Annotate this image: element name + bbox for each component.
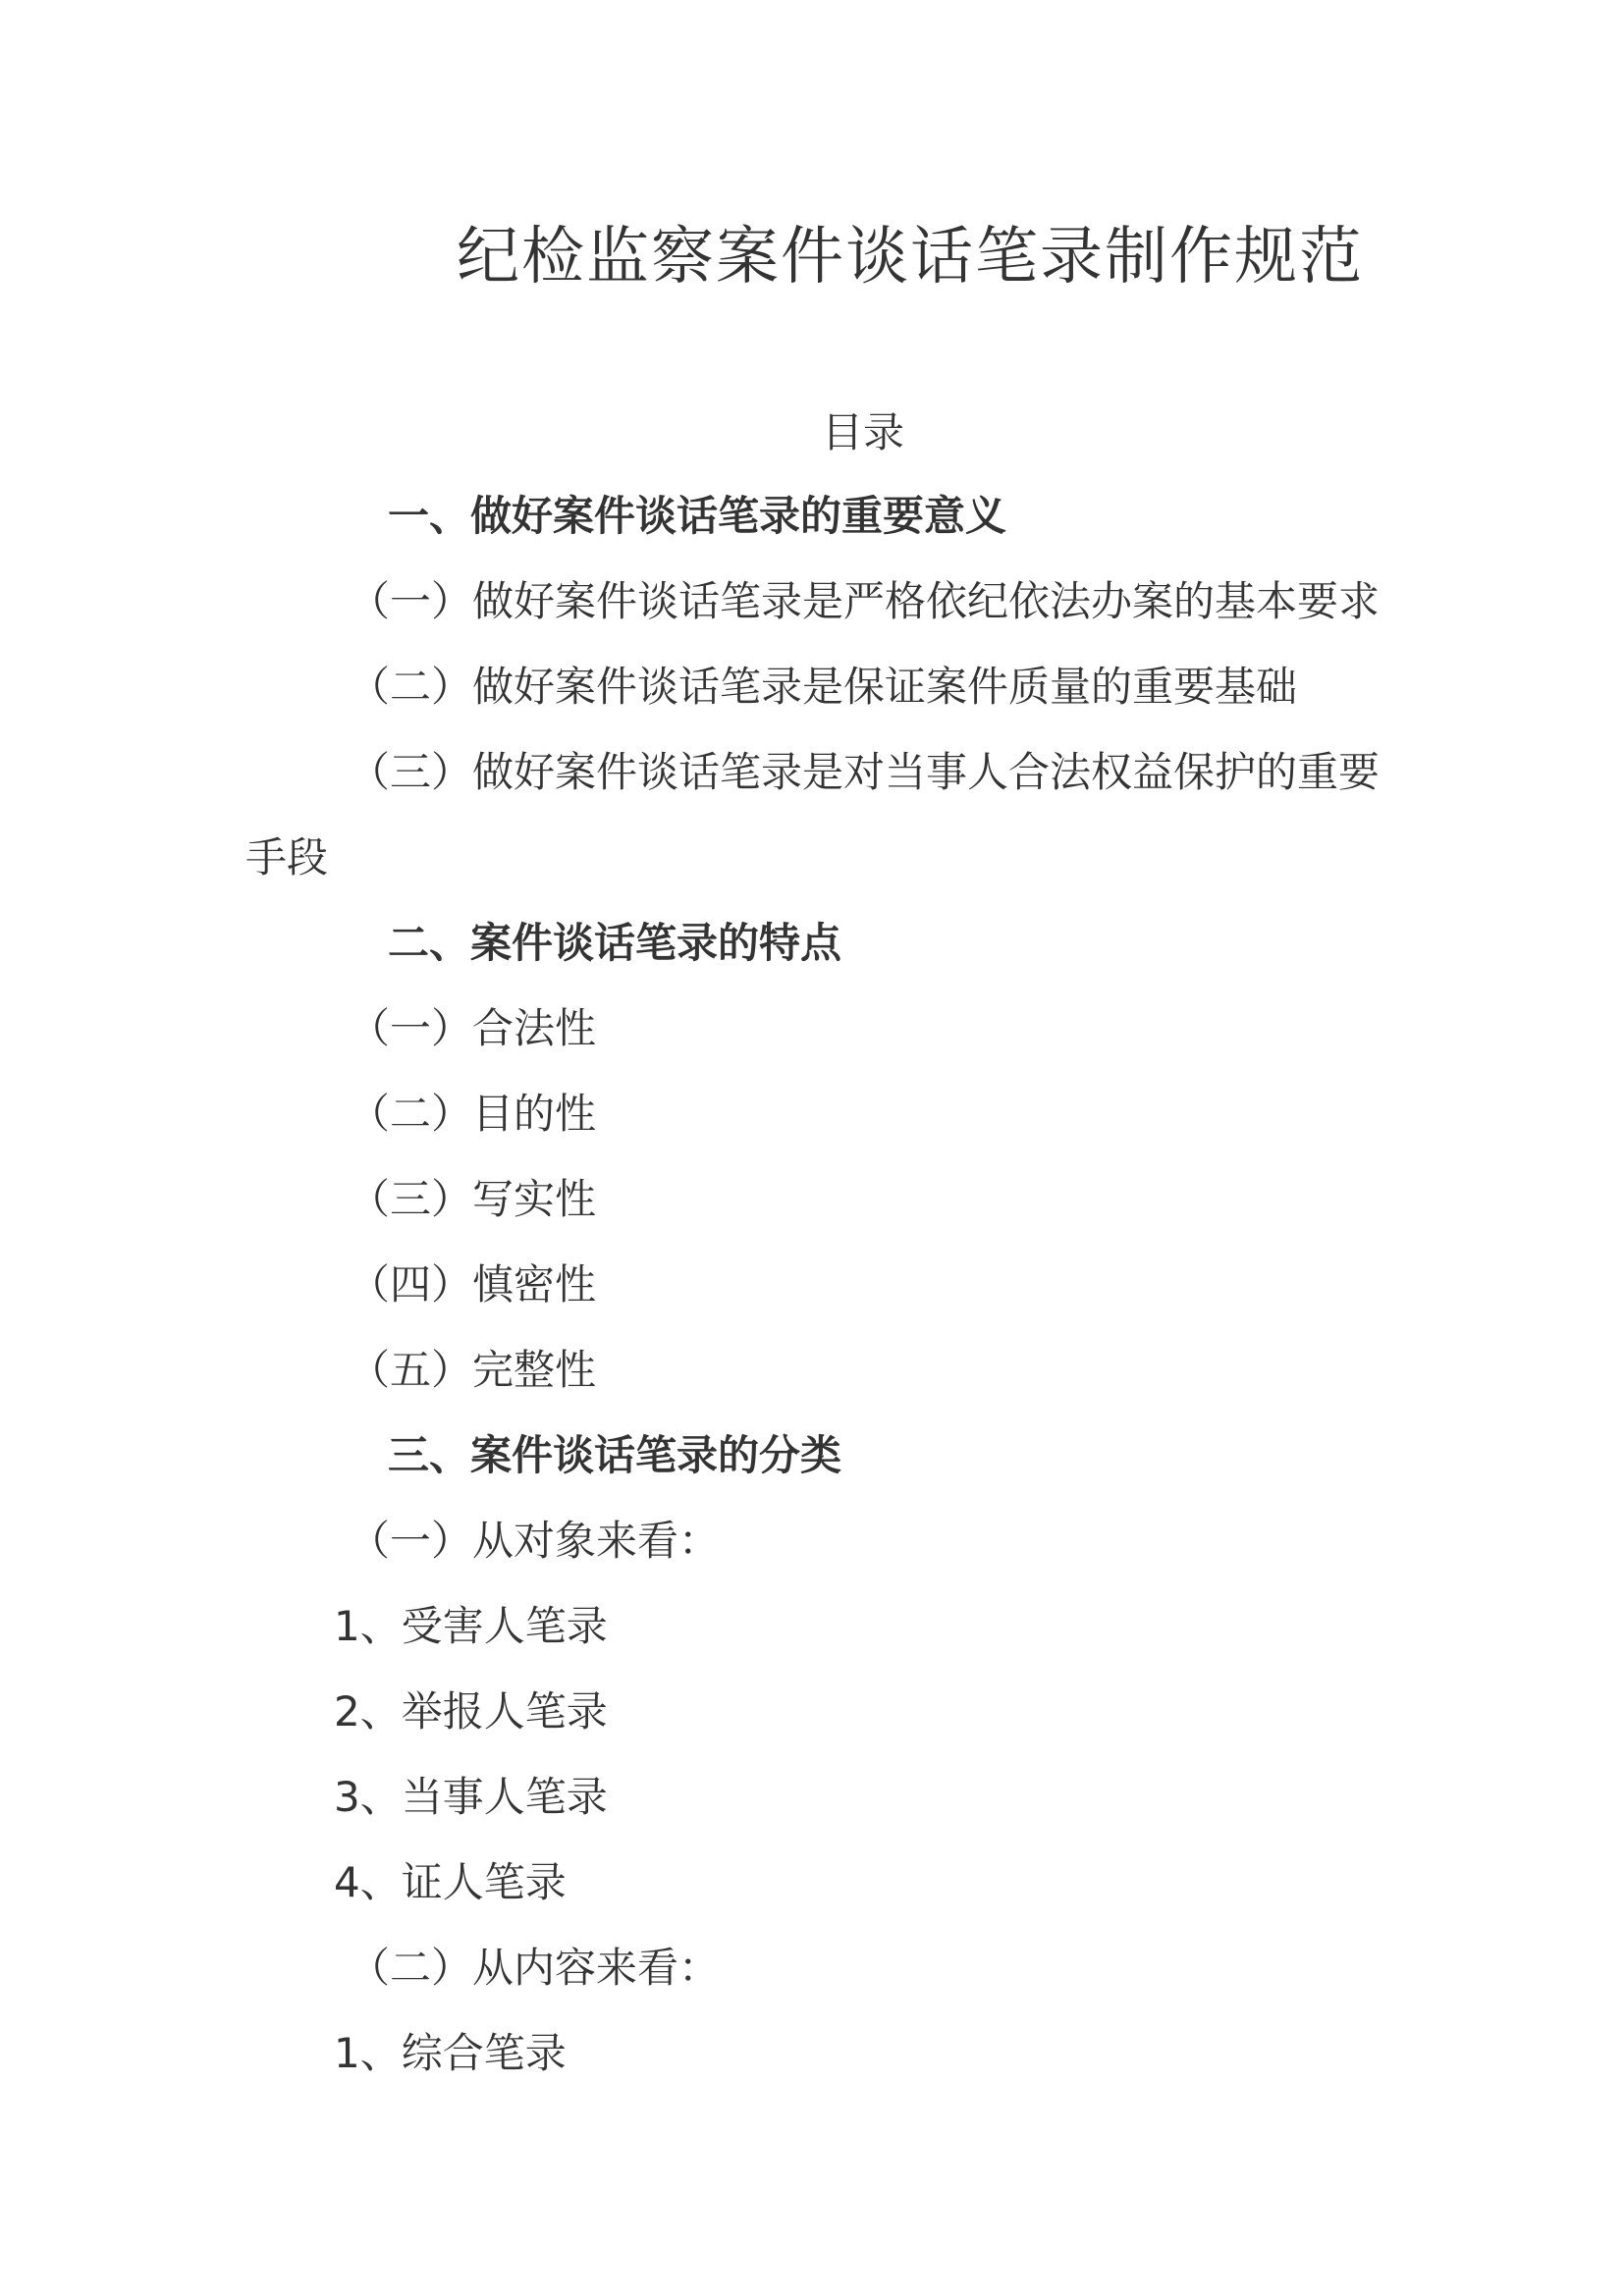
toc-subitem: 2、举报人笔录: [334, 1687, 608, 1735]
toc-item: （四）慎密性: [349, 1260, 597, 1308]
toc-section-1: 一、做好案件谈话笔录的重要意义: [388, 492, 1007, 540]
toc-subitem: 1、受害人笔录: [334, 1602, 608, 1650]
document-title: 纪检监察案件谈话笔录制作规范: [457, 221, 1364, 294]
toc-section-3: 三、案件谈话笔录的分类: [388, 1431, 842, 1479]
toc-section-2: 二、案件谈话笔录的特点: [388, 919, 842, 967]
toc-item: （五）完整性: [349, 1346, 597, 1394]
toc-heading: 目录: [822, 408, 905, 456]
toc-item: （二）目的性: [349, 1090, 597, 1138]
toc-item: （二）做好案件谈话笔录是保证案件质量的重要基础: [349, 663, 1298, 711]
toc-item: （二）从内容来看：: [349, 1944, 721, 1992]
toc-subitem: 3、当事人笔录: [334, 1773, 608, 1821]
toc-item: （一）从对象来看：: [349, 1517, 721, 1565]
toc-item: （一）做好案件谈话笔录是严格依纪依法办案的基本要求: [349, 577, 1380, 625]
toc-subitem: 1、综合笔录: [334, 2029, 567, 2077]
toc-item: （一）合法性: [349, 1004, 597, 1052]
toc-item: （三）做好案件谈话笔录是对当事人合法权益保护的重要: [349, 748, 1380, 796]
toc-item-continuation: 手段: [245, 833, 329, 881]
toc-subitem: 4、证人笔录: [334, 1858, 567, 1906]
toc-item: （三）写实性: [349, 1175, 597, 1223]
